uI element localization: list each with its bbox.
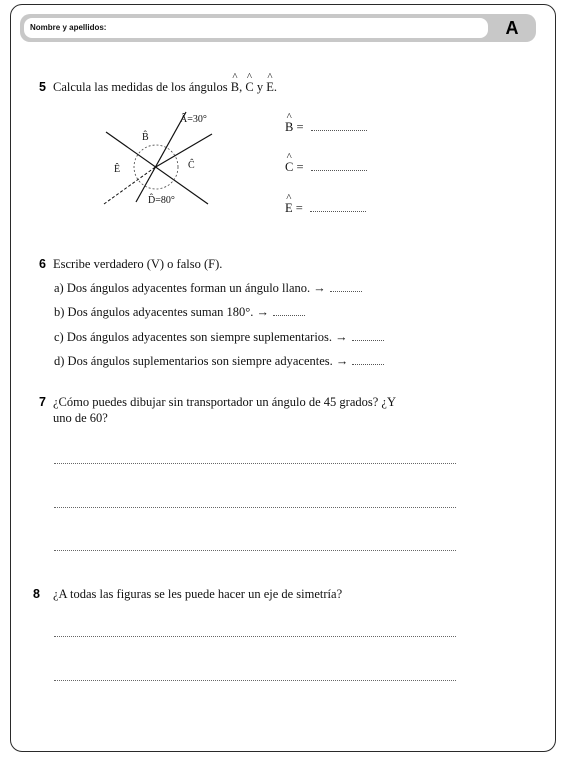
answer-e-blank[interactable] [310,201,366,212]
q8-answer-line-1[interactable] [54,636,456,637]
angle-b-symbol: ^ B [231,80,239,95]
question-6-number: 6 [39,257,46,271]
question-8-number: 8 [33,587,40,601]
q6-item-d-text: d) Dos ángulos suplementarios son siempre adyacentes. → [54,354,349,368]
q6-item-b [54,305,305,320]
q7-answer-line-1[interactable] [54,463,456,464]
q6-item-c [54,330,384,345]
answer-b-letter: ^ B [285,120,293,135]
worksheet-page [10,4,556,752]
q6-item-d [54,354,384,369]
question-5-number: 5 [39,80,46,94]
q5-comma: , [239,80,246,94]
answer-b[interactable] [285,120,367,135]
answer-c[interactable] [285,160,367,175]
q5-text-before: Calcula las medidas de los ángulos [53,80,231,94]
q6-item-c-blank[interactable] [352,330,384,341]
answer-e[interactable] [285,201,366,216]
q6-item-a-blank[interactable] [330,281,362,292]
question-7-line-2: uno de 60? [53,411,108,425]
name-field[interactable]: Nombre y apellidos: [24,18,488,38]
q5-and: y [253,80,267,94]
angle-b-label: B̂ [142,132,149,143]
angle-c-symbol: ^ C [245,80,253,95]
question-7-number: 7 [39,395,46,409]
name-header [20,14,536,42]
q8-answer-line-2[interactable] [54,680,456,681]
angle-d-label: D̂=80° [148,195,175,206]
angle-a-label: Â=30° [180,114,207,125]
q6-item-b-blank[interactable] [273,305,305,316]
q7-answer-line-2[interactable] [54,507,456,508]
question-6-prompt: Escribe verdadero (V) o falso (F). [53,257,223,271]
q6-item-a-text: a) Dos ángulos adyacentes forman un ángulo llano. → [54,281,326,295]
angles-figure [96,108,226,212]
dashed-line-lower [104,168,154,204]
question-5-text [53,80,277,95]
angle-c-label: Ĉ [188,160,195,171]
question-7-line-1: ¿Cómo puedes dibujar sin transportador un ángulo de 45 grados? ¿Y [53,395,396,409]
q7-answer-line-3[interactable] [54,550,456,551]
question-8-text: ¿A todas las figuras se les puede hacer un eje de simetría? [53,587,343,601]
answer-b-equals: = [293,120,307,134]
q6-item-c-text: c) Dos ángulos adyacentes son siempre suplementarios. → [54,330,348,344]
line-3-upper [154,134,212,168]
answer-b-blank[interactable] [311,120,367,131]
q5-dot: . [273,80,277,94]
answer-c-letter: ^ C [285,160,293,175]
answer-c-blank[interactable] [311,160,367,171]
q6-item-a [54,281,362,296]
worksheet-letter: A [505,18,519,38]
answer-e-letter: ^ E [285,201,293,216]
answer-e-equals: = [292,201,306,215]
q6-item-b-text: b) Dos ángulos adyacentes suman 180°. → [54,305,270,319]
q6-item-d-blank[interactable] [352,354,384,365]
angle-e-symbol: ^ E [266,80,274,95]
angle-e-label: Ê [114,164,121,175]
answer-c-equals: = [293,160,307,174]
